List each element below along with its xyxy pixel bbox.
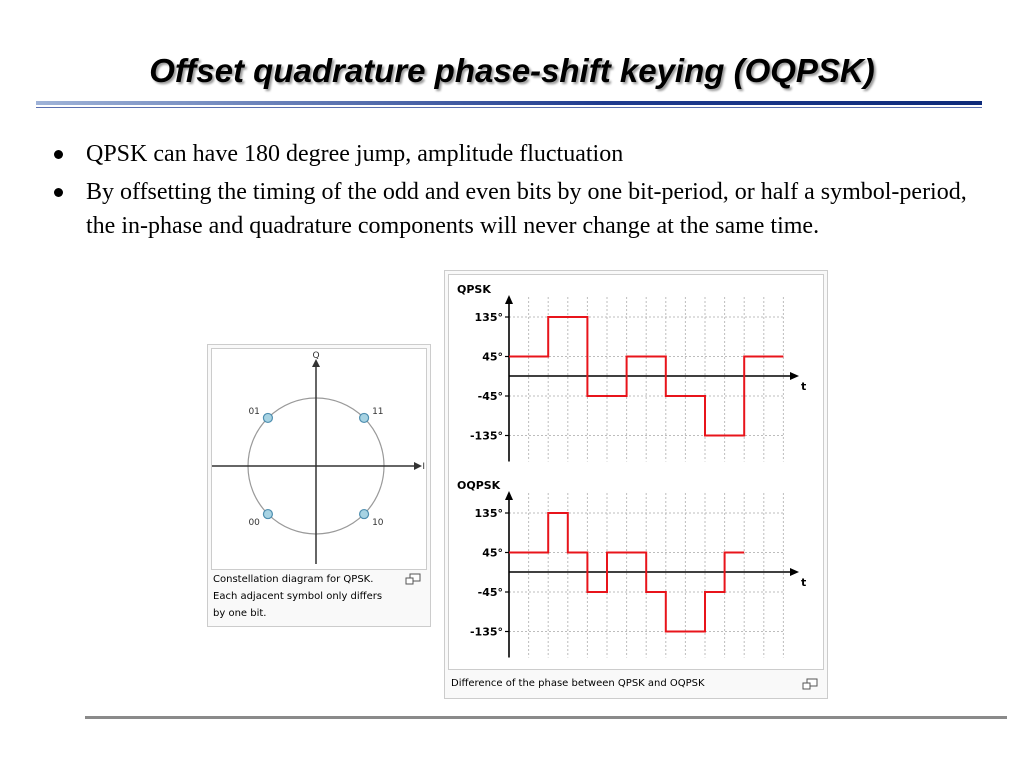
y-axis-arrow-icon — [505, 491, 513, 500]
footer-rule — [85, 716, 1007, 719]
i-axis-arrow-icon — [414, 462, 422, 470]
time-axis-arrow-icon — [790, 372, 799, 380]
y-tick-label: 135° — [474, 311, 503, 324]
point-label: 10 — [372, 518, 384, 529]
constellation-image[interactable] — [211, 348, 427, 570]
q-axis-label: Q — [312, 351, 320, 361]
y-tick-label: -45° — [477, 390, 503, 403]
bullet-dot-icon — [54, 188, 63, 197]
phase-figure — [444, 270, 828, 699]
bullet-list — [50, 137, 980, 247]
point-label: 01 — [248, 406, 260, 417]
y-tick-label: -135° — [469, 625, 503, 639]
caption-line: Constellation diagram for QPSK. — [213, 574, 374, 585]
phase-chart-1 — [457, 479, 806, 658]
magnify-icon[interactable] — [405, 573, 421, 585]
magnify-icon[interactable] — [802, 678, 818, 690]
title-underline — [36, 101, 982, 105]
phase-chart-0 — [457, 283, 806, 462]
constellation-figure — [207, 344, 431, 627]
slide-title: Offset quadrature phase-shift keying (OQPSK) — [149, 52, 875, 89]
bullet-item — [50, 175, 980, 243]
constellation-point — [360, 510, 369, 519]
time-axis-arrow-icon — [790, 568, 799, 576]
y-tick-label: -135° — [469, 429, 503, 443]
title-underline-thin — [36, 107, 982, 108]
phase-charts — [449, 275, 823, 669]
constellation-point — [263, 510, 272, 519]
bullet-text: By offsetting the timing of the odd and even bits by one bit-period, or half a symbol-period, the in-phase and quadrature components will never change at the same time. — [86, 179, 967, 239]
y-tick-label: 45° — [482, 546, 503, 560]
phase-image[interactable] — [448, 274, 824, 670]
bullet-dot-icon — [54, 150, 63, 159]
time-axis-label: t — [801, 576, 807, 589]
phase-caption: Difference of the phase between QPSK and OQPSK — [451, 678, 705, 689]
y-tick-label: 45° — [482, 350, 503, 364]
y-axis-arrow-icon — [505, 295, 513, 304]
caption-line: Each adjacent symbol only differs — [213, 591, 383, 602]
y-tick-label: 135° — [474, 507, 503, 520]
bullet-text: QPSK can have 180 degree jump, amplitude fluctuation — [86, 141, 624, 167]
time-axis-label: t — [801, 380, 807, 393]
constellation-diagram — [212, 349, 426, 569]
point-label: 00 — [248, 518, 260, 529]
i-axis-label: I — [422, 462, 425, 472]
constellation-point — [263, 413, 272, 422]
caption-line: by one bit. — [213, 608, 267, 619]
y-tick-label: -45° — [477, 586, 503, 599]
constellation-point — [360, 413, 369, 422]
chart-name: OQPSK — [457, 479, 501, 492]
point-label: 11 — [372, 406, 384, 417]
bullet-item — [50, 137, 980, 171]
chart-name: QPSK — [457, 283, 491, 296]
constellation-caption — [213, 571, 393, 622]
